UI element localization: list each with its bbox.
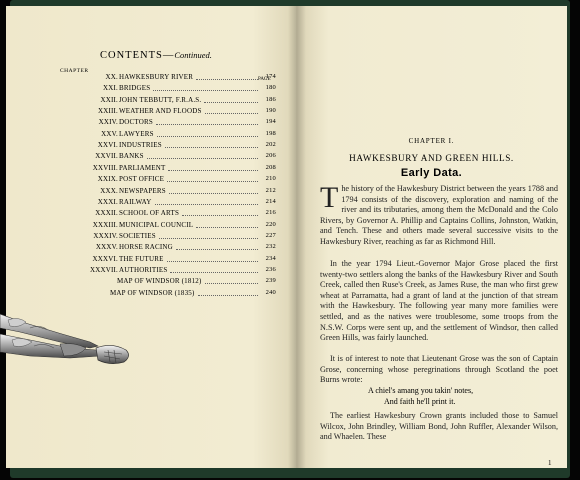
chapter-label: PARLIAMENT — [119, 163, 166, 172]
chapter-label: THE FUTURE — [119, 254, 164, 263]
contents-row — [0, 187, 290, 199]
page-ref: 236 — [265, 265, 276, 273]
page-ref: 186 — [265, 95, 276, 103]
contents-row — [0, 175, 290, 187]
page-ref: 210 — [265, 175, 276, 183]
chapter-numeral: XXX. — [100, 186, 118, 195]
silver-tongs-image — [0, 312, 140, 382]
paragraph-1-text: he history of the Hawkesbury District between the years 1788 and 1794 consists of the discovery, exploration and naming of the river and its tributaries, among them the McDonald and the Colo Rivers, by Governor A. Phillip and Captains Collins, Johnston, Watkin, and Tench. These and others made several successive visits to the Hawkesbury River, reaching as far as Richmond Hill. — [320, 184, 558, 246]
chapter-label: HORSE RACING — [119, 243, 173, 252]
page-ref: 216 — [265, 209, 276, 217]
chapter-numeral: XXII. — [100, 95, 118, 104]
leader-dots — [198, 289, 258, 296]
contents-row — [0, 73, 290, 85]
leader-dots — [205, 107, 258, 114]
paragraph-4: The earliest Hawkesbury Crown grants included those to Samuel Wilcox, John Brindley, William Bond, John Ruffler, Alexander Wilson, and Whaelen. These — [320, 411, 558, 442]
contents-row — [0, 289, 290, 301]
leader-dots — [170, 266, 258, 273]
leader-dots — [196, 221, 258, 228]
chapter-number: CHAPTER I. — [408, 137, 455, 145]
chapter-numeral: XXXI. — [97, 197, 118, 206]
page-ref: 240 — [265, 288, 276, 296]
drop-cap: T — [320, 181, 339, 214]
chapter-label: LAWYERS — [119, 129, 154, 138]
chapter-label: SOCIETIES — [119, 231, 156, 240]
chapter-label: POST OFFICE — [119, 175, 165, 184]
contents-row — [0, 255, 290, 267]
chapter-numeral: XXXIV. — [93, 231, 118, 240]
chapter-label: HAWKESBURY RIVER — [119, 73, 194, 81]
chapter-numeral: XXVII. — [95, 152, 118, 161]
contents-row — [0, 152, 290, 164]
leader-dots — [205, 277, 258, 284]
contents-title — [100, 50, 212, 61]
leader-dots — [167, 255, 258, 262]
paragraph-2: In the year 1794 Lieut.-Governor Major Grose placed the first twenty-two settlers along the banks of the Hawkesbury River and South Creek, called then Ruse's Creek, as James Ruse, the man who first grew wheat at Parramatta, had a grant of land at the junction of that stream with the Hawkesbury. The following year many more families were settled, and as the natives were troublesome, some troops from the N.S.W. Corps were sent up, and the settlement of Windsor, then called Green Hills, was fairly launched. — [320, 259, 558, 343]
page-ref: 208 — [265, 163, 276, 171]
contents-row — [0, 84, 290, 96]
page-ref: 202 — [265, 141, 276, 149]
contents-row — [0, 107, 290, 119]
page-ref: 234 — [265, 254, 276, 262]
chapter-subtitle: Early Data. — [400, 167, 463, 179]
chapter-label: RAILWAY — [119, 197, 152, 206]
contents-row — [0, 130, 290, 142]
chapter-label: WEATHER AND FLOODS — [119, 107, 202, 116]
contents-row — [0, 243, 290, 255]
chapter-numeral: XXVI. — [97, 141, 118, 150]
chapter-label: DOCTORS — [119, 118, 153, 127]
contents-title-text: CONTENTS— — [100, 50, 175, 61]
page-ref: 180 — [265, 84, 276, 92]
chapter-numeral: XXVIII. — [92, 163, 118, 172]
contents-row — [0, 164, 290, 176]
leader-dots — [157, 130, 258, 137]
page-ref: 194 — [265, 118, 276, 126]
leader-dots — [196, 73, 258, 80]
chapter-numeral: XXXIII. — [92, 220, 118, 229]
chapter-numeral: XX. — [105, 73, 118, 81]
chapter-numeral: XXXV. — [95, 243, 118, 252]
chapter-label: BRIDGES — [119, 84, 151, 93]
chapter-label: JOHN TEBBUTT, F.R.A.S. — [119, 95, 202, 104]
chapter-label: MUNICIPAL COUNCIL — [119, 220, 194, 229]
book-gutter — [288, 6, 306, 468]
leader-dots — [159, 232, 258, 239]
leader-dots — [176, 243, 258, 250]
verse-line-1: A chiel's amang you takin' notes, — [368, 386, 474, 395]
contents-row — [0, 141, 290, 153]
chapter-numeral: XXXII. — [95, 209, 118, 218]
chapter-label: MAP OF WINDSOR (1835) — [110, 288, 195, 297]
paragraph-3: It is of interest to note that Lieutenant Grose was the son of Captain Grose, concerning whose peregrinations through Scotland the poet Burns wrote: — [320, 354, 558, 385]
leader-dots — [204, 96, 258, 103]
page-ref: 227 — [265, 231, 276, 239]
paragraph-1 — [320, 181, 558, 248]
page-ref: 214 — [265, 197, 276, 205]
contents-row — [0, 266, 290, 278]
contents-row — [0, 198, 290, 210]
chapter-numeral: XXXVII. — [89, 265, 118, 274]
chapter-numeral: XXI. — [103, 84, 118, 93]
chapter-column-header: CHAPTER — [60, 68, 89, 74]
chapter-label: SCHOOL OF ARTS — [119, 209, 180, 218]
contents-row — [0, 118, 290, 130]
verse-line-2: And faith he'll print it. — [384, 397, 456, 406]
chapter-title: HAWKESBURY AND GREEN HILLS. — [349, 153, 514, 163]
leader-dots — [156, 118, 258, 125]
contents-row — [0, 96, 290, 108]
chapter-label: NEWSPAPERS — [119, 186, 166, 195]
leader-dots — [182, 209, 258, 216]
page-ref: 206 — [265, 152, 276, 160]
chapter-numeral: XXXVI. — [92, 254, 118, 263]
chapter-label: BANKS — [119, 152, 144, 161]
page-ref: 198 — [265, 129, 276, 137]
page-number: 1 — [548, 459, 552, 467]
chapter-numeral: XXV. — [101, 129, 118, 138]
leader-dots — [155, 198, 258, 205]
chapter-label: INDUSTRIES — [119, 141, 162, 150]
page-ref: 174 — [265, 73, 276, 80]
leader-dots — [167, 175, 258, 182]
contents-continued: Continued. — [174, 50, 212, 60]
page-column-header: PAGE — [258, 77, 271, 82]
page-ref: 190 — [265, 107, 276, 115]
contents-row — [0, 277, 290, 289]
chapter-numeral: XXIV. — [98, 118, 118, 127]
chapter-numeral: XXIII. — [97, 107, 118, 116]
page-ref: 220 — [265, 220, 276, 228]
leader-dots — [147, 152, 258, 159]
chapter-label: MAP OF WINDSOR (1812) — [117, 277, 202, 286]
page-ref: 239 — [265, 277, 276, 285]
chapter-numeral: XXIX. — [97, 175, 118, 184]
contents-row — [0, 232, 290, 244]
contents-row — [0, 221, 290, 233]
leader-dots — [165, 141, 258, 148]
leader-dots — [168, 164, 258, 171]
contents-row — [0, 209, 290, 221]
leader-dots — [153, 84, 258, 91]
chapter-label: AUTHORITIES — [119, 265, 168, 274]
leader-dots — [169, 187, 258, 194]
page-ref: 232 — [265, 243, 276, 251]
page-ref: 212 — [265, 186, 276, 194]
